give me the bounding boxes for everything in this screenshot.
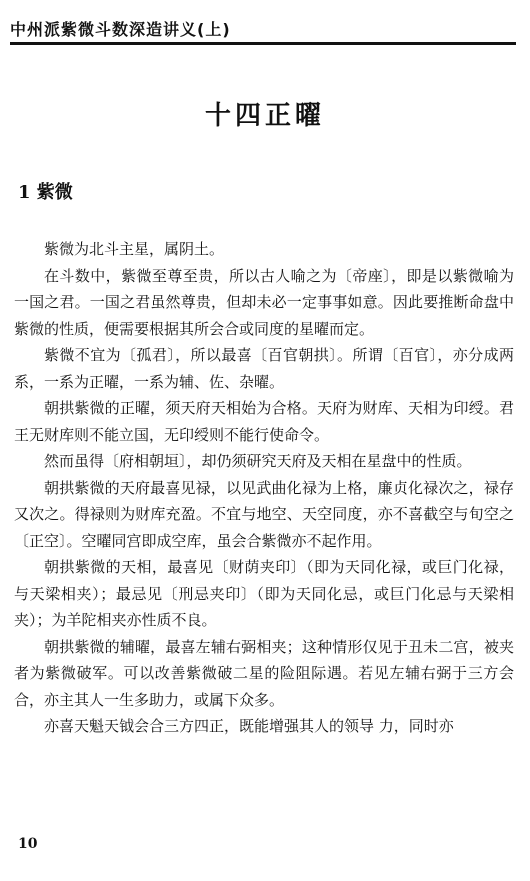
body-text — [14, 236, 514, 740]
paragraph: 朝拱紫微的辅曜，最喜左辅右弼相夹；这种情形仅见于丑未二宫，被夹者为紫微破军。可以改善紫微破二星的险阻际遇。若见左辅右弼于三方会合，亦主其人一生多助力，或属下众多。 — [14, 637, 514, 709]
paragraph: 然而虽得〔府相朝垣〕，却仍须研究天府及天相在星盘中的性质。 — [44, 452, 472, 470]
paragraph: 在斗数中，紫微至尊至贵，所以古人喻之为〔帝座〕，即是以紫微喻为一国之君。一国之君虽然尊贵，但却未必一定事事如意。因此要推断命盘中紫微的性质，便需要根据其所会合或同度的星曜而定。 — [14, 266, 514, 338]
paragraph: 亦喜天魁天钺会合三方四正，既能增强其人的领导 力，同时亦 — [44, 717, 454, 735]
section-title: 1 紫微 — [18, 182, 73, 203]
paragraph: 朝拱紫微的正曜，须天府天相始为合格。天府为财库、天相为印绶。君王无财库则不能立国，无印绶则不能行使命令。 — [14, 399, 514, 444]
paragraph: 朝拱紫微的天府最喜见禄，以见武曲化禄为上格，廉贞化禄次之，禄存又次之。得禄则为财库充盈。不宜与地空、天空同度，亦不喜截空与旬空之〔正空〕。空曜同宫即成空库，虽会合紫微亦不起作用。 — [14, 478, 514, 550]
paragraph: 朝拱紫微的天相，最喜见〔财荫夹印〕（即为天同化禄，或巨门化禄，与天梁相夹）；最忌见〔刑忌夹印〕（即为天同化忌，或巨门化忌与天梁相夹）；为羊陀相夹亦性质不良。 — [14, 558, 514, 629]
page-number: 10 — [18, 836, 38, 852]
paragraph: 紫微不宜为〔孤君〕，所以最喜〔百官朝拱〕。所谓〔百官〕，亦分成两系，一系为正曜，一系为辅、佐、杂曜。 — [14, 346, 514, 391]
running-title: 中州派紫微斗数深造讲义(上) — [10, 20, 231, 39]
chapter-title: 十四正曜 — [204, 101, 325, 131]
paragraph: 紫微为北斗主星，属阴土。 — [44, 240, 225, 258]
running-header — [10, 14, 516, 45]
